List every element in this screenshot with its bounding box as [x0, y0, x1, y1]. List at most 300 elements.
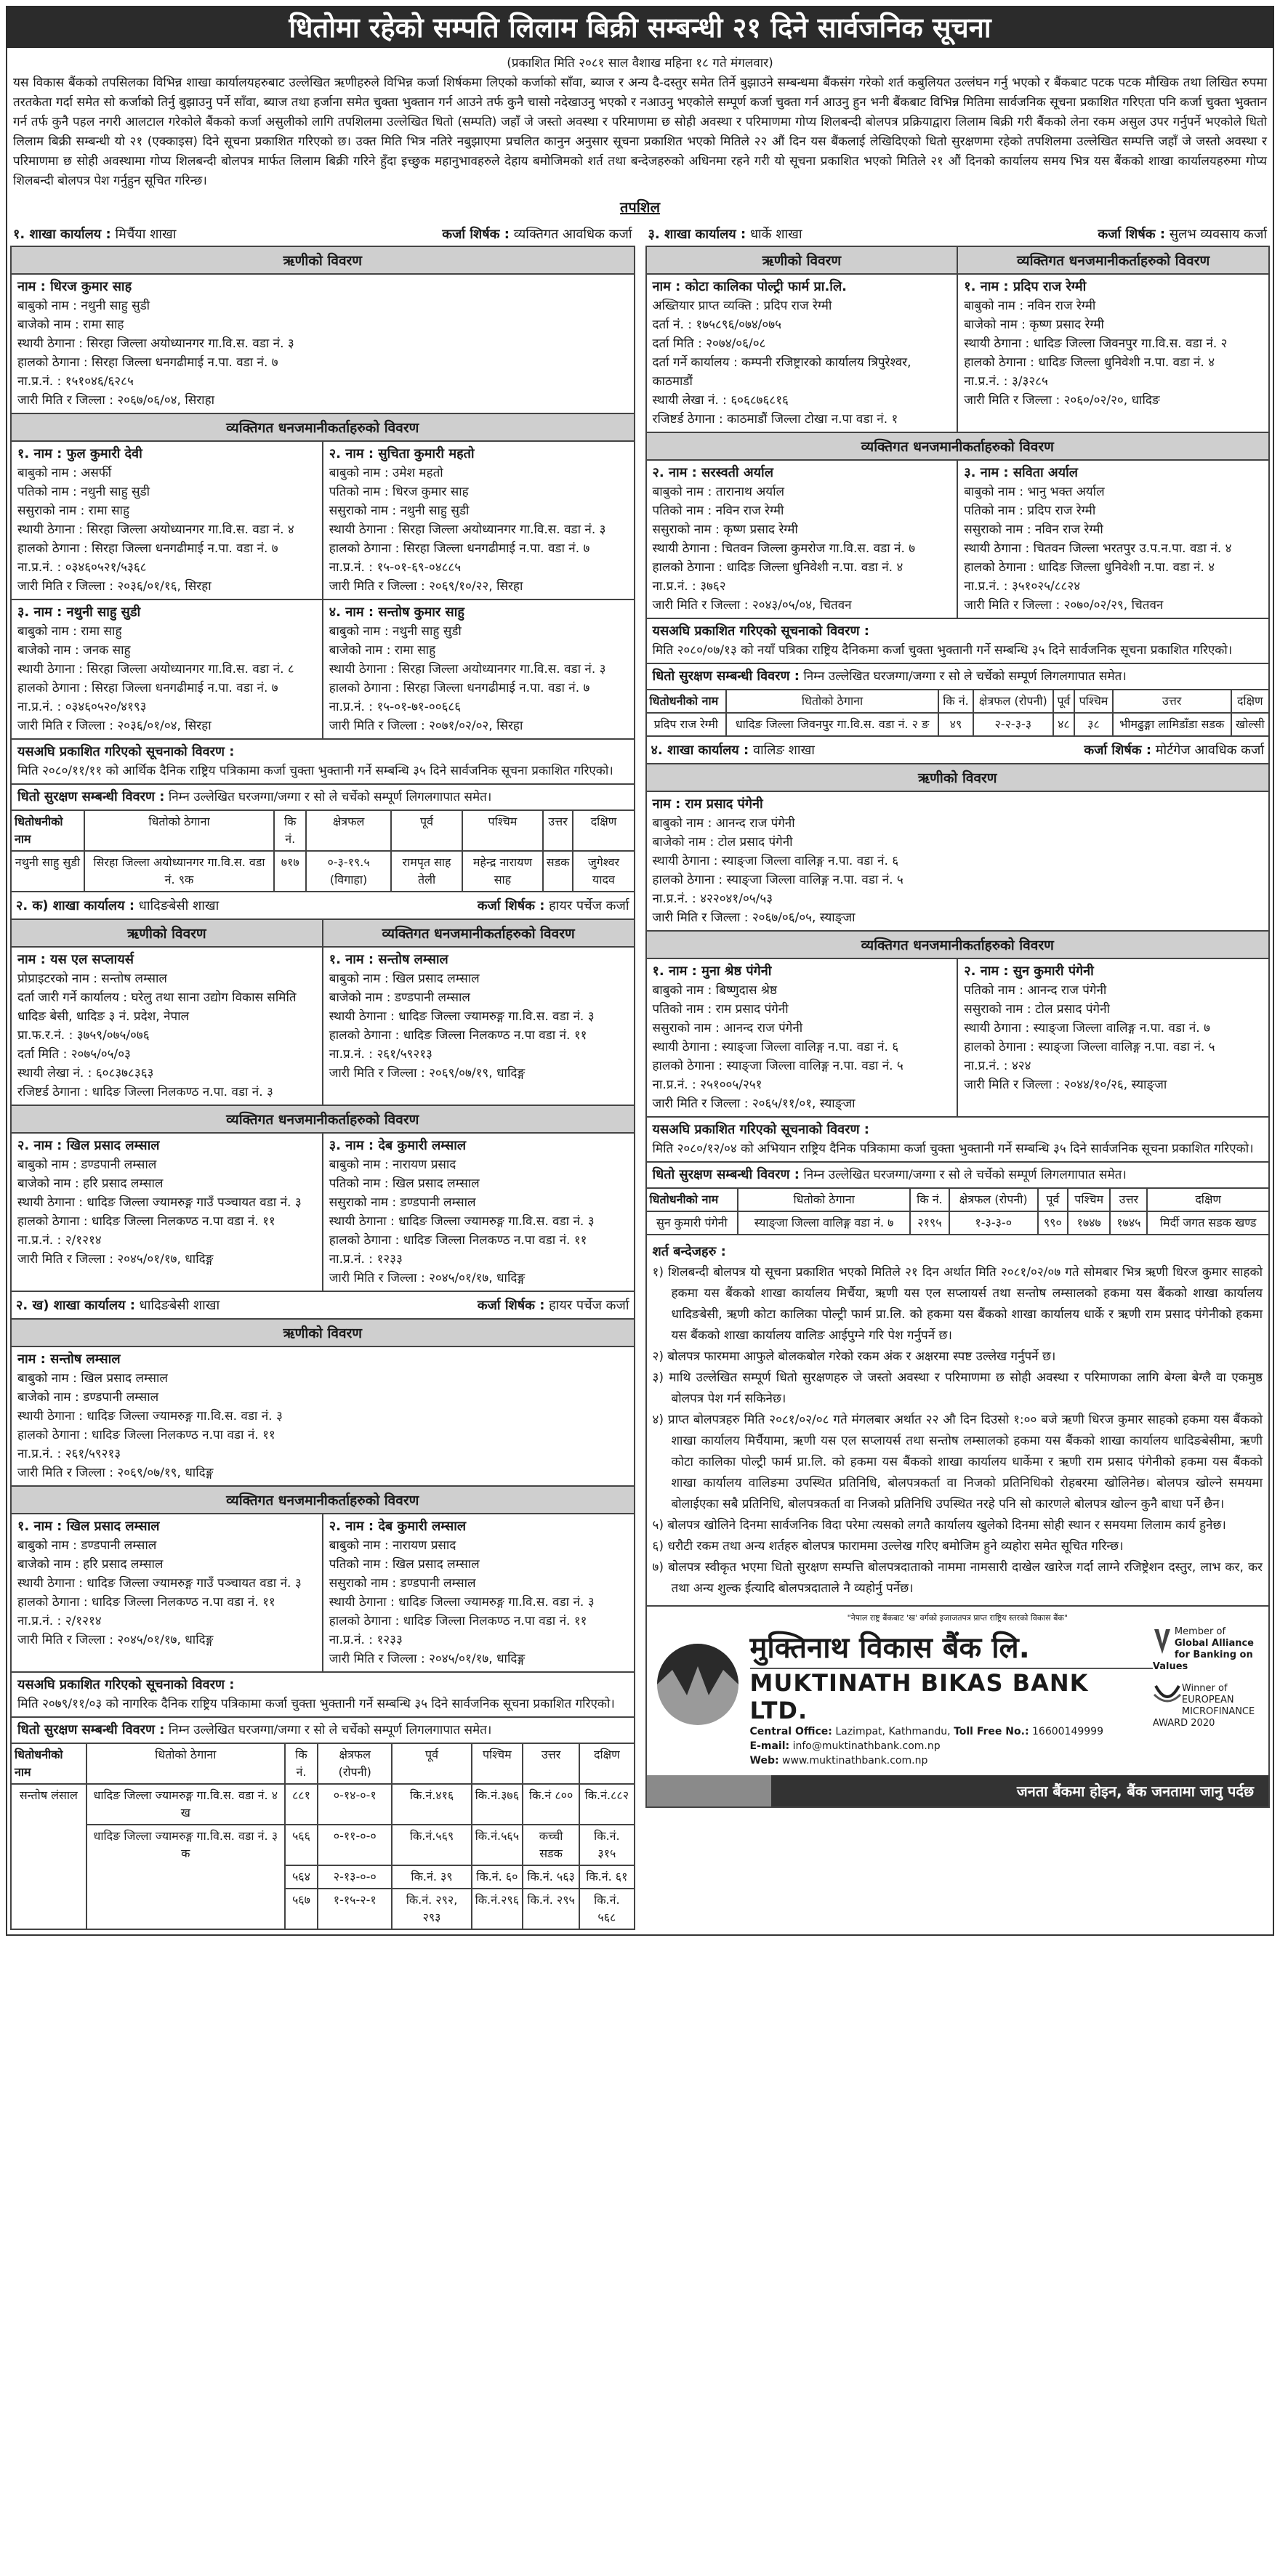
column-header: धितोधनीको नाम — [11, 810, 84, 851]
column-header: उत्तर — [523, 1743, 579, 1784]
guarantor-card — [322, 1134, 634, 1291]
person-detail: ना.प्र.नं. : ४२४ — [964, 1059, 1031, 1073]
person-name: १. नाम : सन्तोष लम्साल — [329, 952, 448, 967]
person-detail: अख्तियार प्राप्त व्यक्ति : प्रदिप राज रेग्मी — [652, 299, 832, 313]
split-headings — [647, 247, 1269, 275]
table-cell: धादिङ जिल्ला जिवनपुर गा.वि.स. वडा नं. २ ङ — [726, 713, 938, 736]
web-line — [750, 1753, 1153, 1768]
person-detail: जारी मिति र जिल्ला : २०४३/०५/०४, चितवन — [652, 598, 852, 613]
person-detail: जारी मिति र जिल्ला : २०६९/१०/२२, सिरहा — [329, 579, 523, 594]
section-heading: ऋणीको विवरण — [10, 1318, 635, 1347]
column-header: क्षेत्रफल — [306, 810, 391, 851]
table-cell: २१९५ — [910, 1211, 949, 1235]
person-detail: ससुराको नाम : रामा साहु — [17, 504, 129, 518]
table-cell: ४९ — [938, 713, 973, 736]
bank-info-row — [647, 1626, 1269, 1768]
person-detail: स्थायी ठेगाना : धादिङ जिल्ला ज्यामरुङ्ग गा.वि.स. वडा नं. ३ — [17, 1409, 283, 1424]
terms-and-conditions — [645, 1234, 1271, 1607]
person-detail: बाबुको नाम : आनन्द राज पंगेनी — [652, 816, 795, 831]
security-text: निम्न उल्लेखित घरजग्गा/जग्गा र सो ले चर्चेको सम्पूर्ण लिगलगापात समेत। — [168, 790, 492, 804]
person-detail: ना.प्र.नं. : २५१००५/२५१ — [652, 1078, 762, 1092]
person-detail: स्थायी ठेगाना : चितवन जिल्ला कुमरोज गा.वि.स. वडा नं. ७ — [652, 541, 916, 556]
table-cell: ५६७ — [285, 1889, 318, 1929]
person-detail: बाबुको नाम : खिल प्रसाद लम्साल — [329, 972, 480, 986]
person-detail: स्थायी ठेगाना : धादिङ जिल्ला ज्यामरुङ्ग गा.वि.स. वडा नं. ३ — [329, 1009, 595, 1024]
person-detail: हालको ठेगाना : धादिङ जिल्ला निलकण्ठ न.पा वडा नं. ११ — [17, 1214, 275, 1229]
person-detail: हालको ठेगाना : सिरहा जिल्ला धनगढीमाई न.पा. वडा नं. ७ — [17, 681, 278, 695]
person-detail: बाबुको नाम : भानु भक्त अर्याल — [964, 485, 1105, 499]
column-header: दक्षिण — [573, 810, 634, 851]
bank-tagline: "नेपाल राष्ट्र बैंकबाट 'ख' वर्गको इजाजतपत्र प्राप्त राष्ट्रिय स्तरको विकास बैंक" — [847, 1613, 1068, 1623]
person-detail: ना.प्र.नं. : २६१/५९२१३ — [17, 1447, 121, 1461]
person-name: २. नाम : सुन कुमारी पंगेनी — [964, 964, 1094, 979]
central-office: Lazimpat, Kathmandu, — [835, 1726, 951, 1737]
person-detail: जारी मिति र जिल्ला : २०४५/०१/१७, धादिङ्ग — [329, 1271, 526, 1285]
terms-item: ६) धरौटी रकम तथा अन्य शर्तहरु बोलपत्र फाराममा उल्लेख गरिए बमोजिम हुने व्यहोरा समेत सूचित गरिन्छ। — [652, 1539, 1124, 1554]
table-cell: महेन्द्र नारायण साह — [462, 851, 543, 892]
branch-office-label: २. क) शाखा कार्यालय : — [16, 898, 135, 913]
table-cell: कि.नं. ३१५ — [579, 1825, 634, 1865]
person-detail: स्थायी ठेगाना : सिरहा जिल्ला अयोध्यानगर गा.वि.स. वडा नं. ८ — [17, 662, 294, 677]
section-heading: व्यक्तिगत धनजमानीकर्ताहरुको विवरण — [10, 413, 635, 442]
person-name: नाम : कोटा कालिका पोल्ट्री फार्म प्रा.लि. — [652, 279, 847, 294]
table-cell: ०-३-१९.५ (विगाहा) — [306, 851, 391, 892]
table-cell: ३८ — [1074, 713, 1113, 736]
guarantor-card — [12, 1134, 322, 1291]
security-label: धितो सुरक्षण सम्बन्धी विवरण : — [652, 669, 800, 684]
table-cell: सुन कुमारी पंगेनी — [646, 1211, 738, 1235]
table-cell: कि.नं ८०० — [523, 1784, 579, 1825]
person-detail: ससुराको नाम : नविन राज रेग्मी — [964, 522, 1103, 537]
person-detail: बाजेको नाम : हरि प्रसाद लम्साल — [17, 1557, 164, 1572]
table-cell: कि.नं.८८२ — [579, 1784, 634, 1825]
loan-title — [478, 1296, 629, 1314]
collateral-table — [645, 1187, 1271, 1235]
person-detail: बाबुको नाम : नारायण प्रसाद — [329, 1158, 456, 1172]
borrower-details — [10, 273, 635, 414]
loan-title — [442, 225, 632, 243]
section-heading: व्यक्तिगत धनजमानीकर्ताहरुको विवरण — [10, 1485, 635, 1514]
guarantor-card — [957, 275, 1268, 432]
table-row — [11, 1784, 635, 1825]
table-cell: २-२-३-३ — [973, 713, 1053, 736]
person-detail: स्थायी ठेगाना : स्याङ्जा जिल्ला वालिङ्ग न.पा. वडा नं. ६ — [652, 854, 899, 868]
person-detail: बाबुको नाम : नविन राज रेग्मी — [964, 299, 1096, 313]
person-name: २. नाम : खिल प्रसाद लम्साल — [17, 1138, 160, 1153]
right-column — [645, 221, 1271, 1808]
person-detail: जारी मिति र जिल्ला : २०३६/०१/०४, सिरहा — [17, 719, 212, 733]
loan-title-label: कर्जा शिर्षक : — [477, 1298, 545, 1313]
table-cell: प्रदिप राज रेग्मी — [646, 713, 727, 736]
branch-office-value: वालिङ शाखा — [752, 743, 815, 758]
person-detail: जारी मिति र जिल्ला : २०७१/०२/०२, सिरहा — [329, 719, 523, 733]
person-detail: हालको ठेगाना : धादिङ जिल्ला धुनिवेशी न.पा. वडा नं. ४ — [652, 560, 903, 575]
table-cell: ५६४ — [285, 1865, 318, 1889]
guarantor-card — [322, 1514, 634, 1671]
person-detail: स्थायी ठेगाना : सिरहा जिल्ला अयोध्यानगर गा.वि.स. वडा नं. ३ — [329, 522, 606, 537]
column-header: दक्षिण — [1147, 1188, 1269, 1211]
person-name: २. नाम : सरस्वती अर्याल — [652, 465, 773, 480]
loan-title-value: मोर्टगेज आवधिक कर्जा — [1155, 743, 1264, 758]
guarantor-card — [647, 959, 957, 1116]
person-name: २. नाम : देब कुमारी लम्साल — [329, 1519, 467, 1534]
column-header: धितोधनीको नाम — [646, 690, 727, 713]
person-name: नाम : धिरज कुमार साह — [17, 279, 132, 294]
person-detail: बाजेको नाम : डण्डपानी लम्साल — [329, 990, 470, 1005]
person-detail: ना.प्र.नं. : २/१२१४ — [17, 1614, 102, 1628]
table-cell: कि.नं.४१६ — [392, 1784, 471, 1825]
table-cell: कि.नं.३७६ — [472, 1784, 523, 1825]
guarantor-card — [957, 959, 1268, 1116]
guarantor-pair — [645, 459, 1271, 619]
person-name: १. नाम : प्रदिप राज रेग्मी — [964, 279, 1087, 294]
person-detail: जारी मिति र जिल्ला : २०७०/०२/२९, चितवन — [964, 598, 1164, 613]
person-detail: रजिष्टर्ड ठेगाना : धादिङ जिल्ला निलकण्ठ न.पा. वडा नं. ३ — [17, 1085, 273, 1099]
email-line — [750, 1739, 1153, 1753]
person-detail: जारी मिति र जिल्ला : २०४५/०१/१७, धादिङ्ग — [17, 1252, 214, 1267]
person-detail: स्थायी ठेगाना : धादिङ जिल्ला ज्यामरुङ्ग गा.वि.स. वडा नं. ३ — [329, 1214, 595, 1229]
person-name: १. नाम : मुना श्रेष्ठ पंगेनी — [652, 964, 772, 979]
table-row — [646, 713, 1270, 736]
table-cell: सडक — [543, 851, 573, 892]
spacer — [1153, 1673, 1261, 1683]
person-detail: बाजेको नाम : रामा साह — [17, 318, 124, 332]
person-detail: ना.प्र.नं. : १५-०१-६९-०४८८५ — [329, 560, 462, 575]
person-detail: स्थायी लेखा नं. : ६०८३७८३६३ — [17, 1066, 154, 1081]
loan-title — [1084, 741, 1264, 759]
person-detail: हालको ठेगाना : सिरहा जिल्ला धनगढीमाई न.पा. वडा नं. ७ — [329, 681, 590, 695]
column-header: क्षेत्रफल (रोपनी) — [973, 690, 1053, 713]
bank-slogan: जनता बैंकमा होइन, बैंक जनतामा जानु पर्दछ — [647, 1775, 1269, 1806]
person-detail: पतिको नाम : आनन्द राज पंगेनी — [964, 983, 1107, 998]
collateral-table — [10, 1743, 635, 1930]
loan-title — [478, 897, 629, 914]
section-heading: व्यक्तिगत धनजमानीकर्ताहरुको विवरण — [10, 1105, 635, 1134]
table-header-row — [646, 1188, 1270, 1211]
terms-item: १) शिलबन्दी बोलपत्र यो सूचना प्रकाशित भएको मितिले २१ दिन अर्थात मिति २०८१/०२/०७ गते सोमबार भित्र ऋणी धिरज कुमार साहको हकमा यस बैंकको शाखा कार्यालय मिर्चैया, ऋणी यस एल सप्लायर्स तथा सन्तोष लम्सालको हकमा यस बैंकको शाखा कार्यालय धादिङबेसी, ऋणी कोटा कालिका पोल्ट्री फार्म प्रा.लि. को हकमा यस बैंकको शाखा कार्यालय धार्के र ऋणी राम प्रसाद पंगेनीको हकमा यस बैंकको शाखा कार्यालय वालिङ आईपुग्ने गरि पेश गर्नुपर्ने छ। — [652, 1265, 1263, 1343]
person-detail: ना.प्र.नं. : १२३३ — [329, 1633, 403, 1647]
previous-notice-title: यसअघि प्रकाशित गरिएको सूचनाको विवरण : — [652, 623, 869, 639]
terms-item: ७) बोलपत्र स्वीकृत भएमा धितो सुरक्षण सम्पत्ति बोलपत्रदाताको नाममा नामसारी दाखेल खारेज गर्दा लाग्ने रजिष्ट्रेशन दस्तुर, लाभ कर, कर तथा अन्य शुल्क ईत्यादि बोलपत्रदाताले नै व्यहोर्नु पर्नेछ। — [652, 1560, 1263, 1596]
guarantor-card — [12, 1514, 322, 1671]
left-column — [10, 221, 635, 1930]
person-detail: जारी मिति र जिल्ला : २०६५/११/०१, स्याङ्जा — [652, 1097, 856, 1111]
terms-item: ४) प्राप्त बोलपत्रहरु मिति २०८१/०२/०८ गते मंगलबार अर्थात २२ औ दिन दिउसो १:०० बजे ऋणी धिरज कुमार साहको हकमा यस बैंकको शाखा कार्यालय मिर्चैयामा, ऋणी यस एल सप्लायर्स तथा सन्तोष लम्सालको हकमा यस बैंकको शाखा कार्यालय धादिङबेसीमा, ऋणी कोटा कालिका पोल्ट्री फार्म प्रा.लि. को हकमा यस बैंकको शाखा कार्यालय धार्केमा र ऋणी राम प्रसाद पंगेनीको हकमा यस बैंकको शाखा कार्यालय वालिङमा उपस्थित प्रतिनिधि, बोलपत्रकर्ता वा निजको प्रतिनिधिको रोहबरमा खोलिनेछ। बोलपत्र खोल्ने समयमा बोलाईएका सबै प्रतिनिधि, बोलपत्रकर्ता वा निजको प्रतिनिधि उपस्थित नरहे पनि सो कारणले बोलपत्र खोल्न कुनै बाधा पर्ने छैन। — [652, 1413, 1263, 1511]
person-detail: स्थायी ठेगाना : सिरहा जिल्ला अयोध्यानगर गा.वि.स. वडा नं. ४ — [17, 522, 294, 537]
branch-office-row — [10, 221, 635, 247]
security-label: धितो सुरक्षण सम्बन्धी विवरण : — [17, 1722, 165, 1737]
person-detail: स्थायी ठेगाना : सिरहा जिल्ला अयोध्यानगर गा.वि.स. वडा नं. ३ — [329, 662, 606, 677]
table-cell: कि.नं.५६९ — [392, 1825, 471, 1865]
person-detail: स्थायी लेखा नं. : ६०६८७६८१६ — [652, 393, 789, 408]
table-cell: ७१७ — [274, 851, 306, 892]
person-name: ३. नाम : सविता अर्याल — [964, 465, 1078, 480]
loan-title-value: व्यक्तिगत आवधिक कर्जा — [513, 227, 632, 242]
table-cell: धादिङ जिल्ला ज्यामरुङ्ग गा.वि.स. वडा नं. ३ क — [86, 1825, 285, 1929]
column-header: पूर्व — [392, 1743, 471, 1784]
section-heading: ऋणीको विवरण — [645, 763, 1271, 792]
bank-identity — [750, 1626, 1153, 1768]
person-detail: बाबुको नाम : नथुनी साहु सुडी — [17, 299, 150, 313]
person-detail: स्थायी ठेगाना : सिरहा जिल्ला अयोध्यानगर गा.वि.स. वडा नं. ३ — [17, 336, 294, 351]
table-header-row — [11, 810, 635, 851]
branch-office-row — [10, 892, 635, 920]
table-cell: कि.नं.५६५ — [472, 1825, 523, 1865]
person-detail: ससुराको नाम : टोल प्रसाद पंगेनी — [964, 1002, 1110, 1017]
guarantor-card — [957, 461, 1268, 618]
person-detail: बाबुको नाम : खिल प्रसाद लम्साल — [17, 1371, 168, 1386]
branch-office-value: धादिङबेसी शाखा — [138, 898, 220, 913]
person-detail: बाजेको नाम : डण्डपानी लम्साल — [17, 1390, 159, 1405]
terms-title: शर्त बन्देजहरु : — [652, 1244, 726, 1259]
person-name: १. नाम : खिल प्रसाद लम्साल — [17, 1519, 160, 1534]
table-cell: ९९० — [1038, 1211, 1068, 1235]
column-header: दक्षिण — [579, 1743, 634, 1784]
column-header: कि नं. — [274, 810, 306, 851]
person-detail: बाबुको नाम : तारानाथ अर्याल — [652, 485, 785, 499]
table-cell: धादिङ जिल्ला ज्यामरुङ्ग गा.वि.स. वडा नं. ४ ख — [86, 1784, 285, 1825]
table-cell: ५६६ — [285, 1825, 318, 1865]
security-details — [645, 663, 1271, 690]
person-detail: ना.प्र.नं. : ०३४६०५२१/५३६८ — [17, 560, 147, 575]
person-detail: पतिको नाम : नथुनी साहु सुडी — [17, 485, 150, 499]
person-detail: पतिको नाम : खिल प्रसाद लम्साल — [329, 1557, 480, 1572]
branch-office-row — [645, 221, 1271, 247]
branch-office-row — [645, 737, 1271, 764]
person-detail: बाबुको नाम : नारायण प्रसाद — [329, 1538, 456, 1553]
loan-title-value: हायर पर्चेज कर्जा — [549, 1298, 629, 1313]
web-link[interactable]: www.muktinathbank.com.np — [782, 1755, 928, 1767]
intro-paragraph: यस विकास बैंकको तपसिलका विभिन्न शाखा कार्यालयहरुबाट उल्लेखित ऋणीहरुले विभिन्न कर्जा शिर्षकमा लिएको कर्जाको साँवा, ब्याज र अन्य दै-दस्तुर समेत तिर्ने बुझाउने सम्बन्धमा बैंकसंग गरेको शर्त कबुलियत उल्लंघन गर्नु भएको र बैंकबाट पटक पटक मौखिक तथा लिखित रुपमा तरतकेता गर्दा समेत सो कर्जाको तिर्नु बुझाउनु पर्ने साँवा, ब्याज तथा हर्जाना समेत चुक्ता भुक्तान गर्न आउने तर्फ कुनै चासो नदेखाउनु भएको र नआउनु भएकोले सम्पूर्ण कर्जा चुक्ता गर्न आउनु हुन भनी बैंकबाट विभिन्न मितिमा सार्वजनिक सूचना प्रकाशित गरिएता पनि कर्जा चुक्ता भुक्तान गर्न तर्फ कुनै पहल नगरी आलटाल गरेकोले बैंकको कर्जा असुलीको लागि तपशिलमा उल्लेखित धितो (सम्पति) जहाँ जे जस्तो अवस्था र परिमाणमा छ सोही अवस्था र परिमाणमा गोप्य शिलबन्दी बोलपत्र प्रक्रियाद्वारा लिलाम बिक्री गरी बैंकको लेना रकम असुल उपर गर्नुपर्ने भएकोले धितो लिलाम बिक्री सम्बन्धी यो २१ (एक्काइस) दिने सूचना प्रकाशित गरिएको छ। उक्त मिति भित्र नतिरे नबुझाएमा प्रचलित कानुन अनुसार सूचना प्रकाशित भएको मितिले २२ औं दिन यस बैंकलाई लेखिदिएको धितो सुरक्षणमा रहेको तपशिलमा उल्लेखित सम्पत्ति जहाँ जे जस्तो अवस्था र परिमाणमा छ सोही अवस्थामा गोप्य शिलबन्दी बोलपत्र मार्फत लिलाम बिक्री गरिने हुँदा इच्छुक महानुभावहरुले देहाय बमोजिमको शर्त तथा बन्देजहरुको अधिनमा रहने गरी यो सूचना प्रकाशित भएको मितिले २१ औं दिनको कार्यालय समय भित्र यस बैंकको शाखा कार्यालयहरुमा गोप्य शिलबन्दी बोलपत्र पेश गर्नुहुन सूचित गरिन्छ। — [13, 76, 1268, 188]
person-detail: हालको ठेगाना : धादिङ जिल्ला धुनिवेशी न.पा. वडा नं. ४ — [964, 355, 1215, 370]
guarantor-card — [647, 461, 957, 618]
person-detail: बाजेको नाम : रामा साहु — [329, 643, 436, 658]
column-header: उत्तर — [1113, 690, 1231, 713]
column-header: क्षेत्रफल (रोपनी) — [318, 1743, 393, 1784]
loan-title-label: कर्जा शिर्षक : — [1084, 743, 1152, 758]
person-detail: जारी मिति र जिल्ला : २०४५/०१/१७, धादिङ्ग — [329, 1652, 526, 1666]
security-text: निम्न उल्लेखित घरजग्गा/जग्गा र सो ले चर्चेको सम्पूर्ण लिगलगापात समेत। — [803, 669, 1127, 684]
person-detail: जारी मिति र जिल्ला : २०६७/०६/०५, स्याङ्जा — [652, 911, 856, 925]
person-detail: स्थायी ठेगाना : स्याङ्जा जिल्ला वालिङ्ग न.पा. वडा नं. ७ — [964, 1021, 1210, 1035]
table-cell: कि.नं. २९५ — [523, 1889, 579, 1929]
person-detail: हालको ठेगाना : धादिङ जिल्ला निलकण्ठ न.पा वडा नं. ११ — [17, 1428, 275, 1442]
table-cell: ४८ — [1053, 713, 1075, 736]
person-detail: स्थायी ठेगाना : स्याङ्जा जिल्ला वालिङ्ग न.पा. वडा नं. ६ — [652, 1040, 899, 1054]
guarantor-pair — [10, 440, 635, 600]
guarantor-pair — [645, 958, 1271, 1118]
person-detail: ना.प्र.नं. : १२३३ — [329, 1252, 403, 1267]
guarantor-card — [12, 442, 322, 599]
person-name: ४. नाम : सन्तोष कुमार साहु — [329, 605, 464, 620]
collateral-table — [645, 689, 1271, 737]
table-cell: कि.नं. ३९ — [392, 1865, 471, 1889]
person-detail: हालको ठेगाना : स्याङ्जा जिल्ला वालिङ्ग न.पा. वडा नं. ५ — [652, 873, 903, 887]
person-name: ३. नाम : नथुनी साहु सुडी — [17, 605, 141, 620]
central-office-line — [750, 1724, 1153, 1739]
table-cell: रामपृत साह तेली — [391, 851, 462, 892]
person-name: नाम : यस एल सप्लायर्स — [17, 952, 134, 967]
collateral-table — [10, 809, 635, 892]
person-detail: स्थायी ठेगाना : धादिङ जिल्ला ज्यामरुङ्ग गाउँ पञ्चायत वडा नं. ३ — [17, 1195, 302, 1210]
person-name: १. नाम : फुल कुमारी देवी — [17, 446, 142, 461]
person-detail: हालको ठेगाना : धादिङ जिल्ला निलकण्ठ न.पा वडा नं. ११ — [17, 1595, 275, 1610]
previous-notice-title: यसअघि प्रकाशित गरिएको सूचनाको विवरण : — [17, 1677, 235, 1692]
column-header: धितोको ठेगाना — [84, 810, 274, 851]
notice-title: धितोमा रहेको सम्पति लिलाम बिक्री सम्बन्धी २१ दिने सार्वजनिक सूचना — [6, 6, 1274, 48]
gabv-icon — [1153, 1626, 1172, 1659]
column-header: क्षेत्रफल (रोपनी) — [949, 1188, 1038, 1211]
previous-notice-text: मिति २०८०/११/११ को आर्थिक दैनिक राष्ट्रिय पत्रिकामा कर्जा चुक्ता भुक्तानी गर्ने सम्बन्धि ३५ दिने सार्वजनिक सूचना प्रकाशित गरिएको। — [17, 764, 613, 778]
table-cell: कच्ची सडक — [523, 1825, 579, 1865]
branch-office-value: धार्के शाखा — [749, 227, 802, 242]
person-detail: ना.प्र.नं. : २/१२१४ — [17, 1233, 102, 1248]
previous-notice — [10, 738, 635, 785]
toll-free-label: Toll Free No.: — [954, 1726, 1029, 1737]
person-detail: पतिको नाम : राम प्रसाद पंगेनी — [652, 1002, 789, 1017]
table-cell: २-१३-०-० — [318, 1865, 393, 1889]
guarantor-card — [322, 948, 634, 1105]
borrower-details — [12, 948, 322, 1105]
person-detail: पतिको नाम : धिरज कुमार साह — [329, 485, 469, 499]
branch-office-label: २. ख) शाखा कार्यालय : — [16, 1298, 135, 1313]
person-detail: प्रोप्राइटरको नाम : सन्तोष लम्साल — [17, 972, 167, 986]
person-detail: स्थायी ठेगाना : चितवन जिल्ला भरतपुर उ.प.न.पा. वडा नं. ४ — [964, 541, 1232, 556]
person-detail: जारी मिति र जिल्ला : २०६९/०७/१९, धादिङ्ग — [17, 1466, 214, 1480]
person-detail: हालको ठेगाना : धादिङ जिल्ला निलकण्ठ न.पा वडा नं. ११ — [329, 1614, 587, 1628]
column-header: कि नं. — [910, 1188, 949, 1211]
branch-office — [16, 1296, 220, 1314]
awards — [1153, 1626, 1261, 1729]
branch-office — [13, 225, 176, 243]
person-detail: बाबुको नाम : डण्डपानी लम्साल — [17, 1158, 157, 1172]
table-cell: कि.नं.२९६ — [472, 1889, 523, 1929]
person-detail: ना.प्र.नं. : २६१/५९२१३ — [329, 1047, 432, 1062]
award-name: EUROPEAN MICROFINANCE AWARD 2020 — [1152, 1695, 1255, 1729]
person-detail: बाबुको नाम : नथुनी साहु सुडी — [329, 624, 462, 639]
person-detail: बाबुको नाम : उमेश महतो — [329, 466, 443, 480]
column-header: धितोधनीको नाम — [646, 1188, 738, 1211]
person-detail: पतिको नाम : खिल प्रसाद लम्साल — [329, 1176, 480, 1191]
borrower-guarantor-split — [10, 918, 635, 1106]
guarantor-pair — [10, 599, 635, 740]
table-cell: ०-११-०-० — [318, 1825, 393, 1865]
branch-office-row — [10, 1292, 635, 1320]
loan-title-label: कर्जा शिर्षक : — [442, 227, 510, 242]
email-link[interactable]: info@muktinathbank.com.np — [792, 1740, 941, 1752]
column-header: पश्चिम — [472, 1743, 523, 1784]
table-header-row — [646, 690, 1270, 713]
person-detail: ना.प्र.नं. : ३/३२८५ — [964, 374, 1048, 389]
bank-footer — [645, 1605, 1271, 1808]
borrower-guarantor-split — [645, 246, 1271, 433]
gabv-name: Global Alliance for Banking on Values — [1152, 1638, 1254, 1672]
column-header: कि नं. — [285, 1743, 318, 1784]
previous-notice — [645, 1116, 1271, 1163]
column-header: उत्तर — [1110, 1188, 1147, 1211]
person-name: २. नाम : सुचिता कुमारी महतो — [329, 446, 475, 461]
borrower-details — [645, 791, 1271, 932]
person-detail: बाबुको नाम : असर्फी — [17, 466, 112, 480]
split-body — [647, 275, 1269, 432]
table-cell: खोल्सी — [1231, 713, 1269, 736]
column-header: धितोधनीको नाम — [11, 1743, 86, 1784]
person-detail: हालको ठेगाना : सिरहा जिल्ला धनगढीमाई न.पा. वडा नं. ७ — [17, 541, 278, 556]
table-cell: नथुनी साहु सुडी — [11, 851, 84, 892]
person-detail: दर्ता गर्ने कार्यालय : कम्पनी रजिष्ट्रारको कार्यालय त्रिपुरेश्वर, काठमाडौं — [652, 355, 911, 389]
award-icon — [1153, 1683, 1182, 1708]
table-cell: सिरहा जिल्ला अयोध्यानगर गा.वि.स. वडा नं. ९क — [84, 851, 274, 892]
branch-office-label: ३. शाखा कार्यालय : — [648, 227, 746, 242]
branch-office — [651, 741, 815, 759]
person-detail: ससुराको नाम : कृष्ण प्रसाद रेग्मी — [652, 522, 798, 537]
person-detail: बाजेको नाम : टोल प्रसाद पंगेनी — [652, 835, 793, 849]
terms-item: ३) माथि उल्लेखित सम्पूर्ण धितो सुरक्षणहरु जे जस्तो अवस्था र परिमाणमा छ सोही अवस्था र परिमाणका लागि बेग्ला बेग्लै वा एकमुष्ठ बोलपत्र पेश गर्न सकिनेछ। — [652, 1370, 1263, 1406]
column-header: पश्चिम — [1068, 1188, 1111, 1211]
bank-logo-icon — [654, 1626, 741, 1738]
security-text: निम्न उल्लेखित घरजग्गा/जग्गा र सो ले चर्चेको सम्पूर्ण लिगलगापात समेत। — [168, 1723, 492, 1737]
previous-notice-title: यसअघि प्रकाशित गरिएको सूचनाको विवरण : — [17, 744, 235, 759]
person-name: नाम : राम प्रसाद पंगेनी — [652, 796, 763, 812]
person-detail: हालको ठेगाना : धादिङ जिल्ला धुनिवेशी न.पा. वडा नं. ४ — [964, 560, 1215, 575]
person-detail: हालको ठेगाना : स्याङ्जा जिल्ला वालिङ्ग न.पा. वडा नं. ५ — [964, 1040, 1215, 1054]
table-cell: १७४७ — [1068, 1211, 1111, 1235]
previous-notice-text: मिति २०७९/११/०३ को नागरिक दैनिक राष्ट्रिय पत्रिकामा कर्जा चुक्ता भुक्तानी गर्ने सम्बन्धि ३५ दिने सार्वजनिक सूचना प्रकाशित गरिएको। — [17, 1697, 615, 1711]
person-detail: स्थायी ठेगाना : धादिङ जिल्ला ज्यामरुङ्ग गाउँ पञ्चायत वडा नं. ३ — [17, 1576, 302, 1591]
table-cell: कि.नं. ५६३ — [523, 1865, 579, 1889]
guarantor-pair — [10, 1513, 635, 1673]
loan-title-label: कर्जा शिर्षक : — [1098, 227, 1166, 242]
table-cell: मिर्दी जगत सडक खण्ड — [1147, 1211, 1269, 1235]
person-detail: जारी मिति र जिल्ला : २०६७/०६/०४, सिराहा — [17, 393, 215, 408]
section-heading: व्यक्तिगत धनजमानीकर्ताहरुको विवरण — [322, 920, 634, 948]
guarantor-pair — [10, 1132, 635, 1292]
table-cell: ०-१४-०-१ — [318, 1784, 393, 1825]
guarantor-card — [322, 442, 634, 599]
person-detail: बाबुको नाम : बिष्णुदास श्रेष्ठ — [652, 983, 777, 998]
section-heading: व्यक्तिगत धनजमानीकर्ताहरुको विवरण — [957, 247, 1268, 275]
person-detail: ना.प्र.नं. : ३७६२ — [652, 579, 726, 594]
section-heading: ऋणीको विवरण — [10, 246, 635, 275]
section-heading: व्यक्तिगत धनजमानीकर्ताहरुको विवरण — [645, 930, 1271, 959]
table-cell: १-३-३-० — [949, 1211, 1038, 1235]
table-cell: भीमढुङ्गा लामिडाँडा सडक — [1113, 713, 1231, 736]
person-detail: बाबुको नाम : रामा साहु — [17, 624, 122, 639]
table-cell: कि.नं. ६० — [472, 1865, 523, 1889]
person-detail: जारी मिति र जिल्ला : २०३६/०१/१६, सिरहा — [17, 579, 212, 594]
person-detail: हालको ठेगाना : सिरहा जिल्ला धनगढीमाई न.पा. वडा नं. ७ — [17, 355, 278, 370]
person-detail: ना.प्र.नं. : १५१०४६/६२८५ — [17, 374, 134, 389]
email-label: E-mail: — [749, 1740, 790, 1752]
column-header: धितोको ठेगाना — [738, 1188, 910, 1211]
table-header-row — [11, 1743, 635, 1784]
split-body — [12, 948, 634, 1105]
person-detail: जारी मिति र जिल्ला : २०४५/०१/१७, धादिङ्ग — [17, 1633, 214, 1647]
bank-name-nepali: मुक्तिनाथ विकास बैंक लि. — [750, 1626, 1153, 1669]
section-heading: ऋणीको विवरण — [12, 920, 322, 948]
person-name: ३. नाम : देब कुमारी लम्साल — [329, 1138, 467, 1153]
previous-notice-text: मिति २०८०/१२/०४ को अभियान राष्ट्रिय दैनिक पत्रिकामा कर्जा चुक्ता भुक्तानी गर्ने सम्बन्धि ३५ दिने सार्वजनिक सूचना प्रकाशित गरिएको। — [652, 1142, 1254, 1156]
person-detail: बाजेको नाम : हरि प्रसाद लम्साल — [17, 1176, 164, 1191]
loan-title — [1098, 225, 1267, 243]
security-details — [10, 783, 635, 811]
person-detail: दर्ता जारी गर्ने कार्यालय : घरेलु तथा साना उद्योग विकास समिति धादिङ बेसी, धादिङ ३ नं. प्रदेश, नेपाल — [17, 990, 297, 1024]
branch-office-value: मिर्चैया शाखा — [115, 227, 177, 242]
borrower-details — [647, 275, 957, 432]
table-cell: स्याङ्जा जिल्ला वालिङ्ग वडा नं. ७ — [738, 1211, 910, 1235]
member-of: Member of — [1174, 1626, 1226, 1637]
person-detail: ससुराको नाम : नथुनी साहु सुडी — [329, 504, 470, 518]
